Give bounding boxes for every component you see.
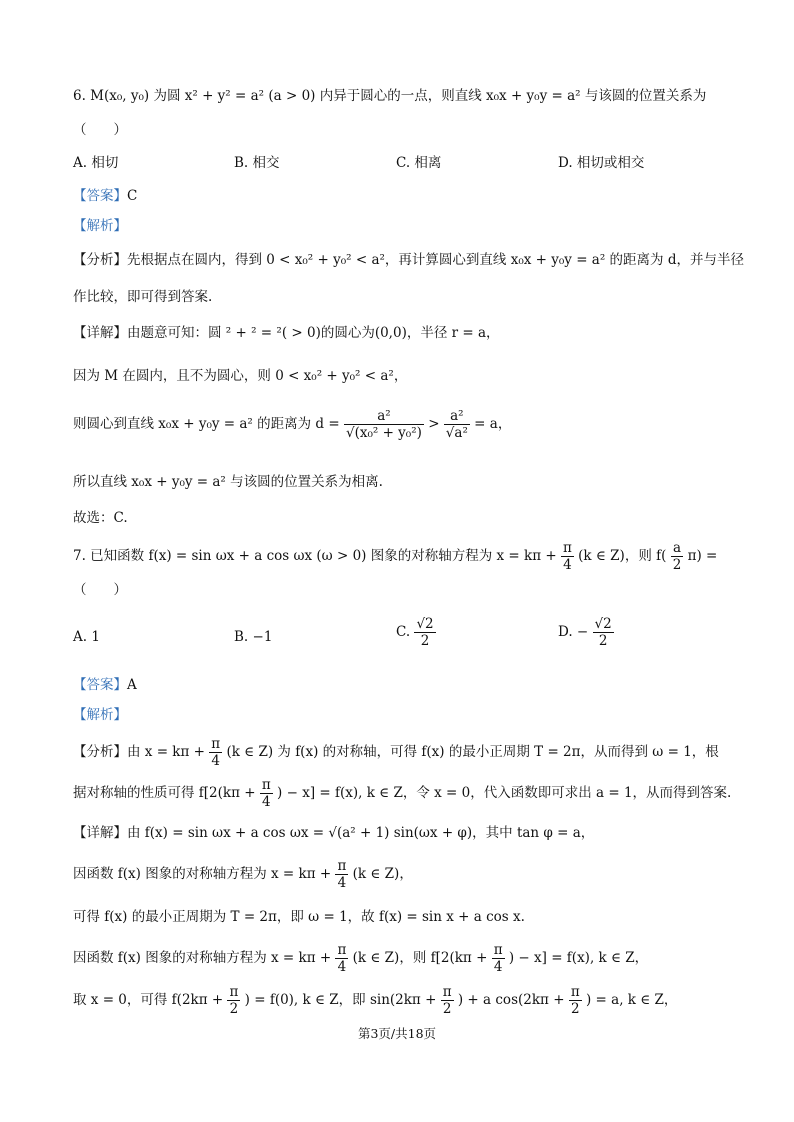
q7-option-d — [558, 616, 614, 649]
q7-stem-mid: (k ∈ Z)，则 f( — [578, 548, 667, 564]
q6-xiangjie-line-1 — [73, 323, 500, 343]
q6-line-2: 因为 M 在圆内，且不为圆心，则 0 < x₀² + y₀² < a²， — [73, 368, 408, 384]
frac-den: √(x₀² + y₀²) — [345, 425, 422, 441]
option-d-label: D. − — [558, 624, 589, 640]
q7-option-c — [396, 616, 436, 649]
option-d-fraction — [593, 616, 614, 649]
frac-num: π — [261, 777, 271, 793]
line-4-pre: 因函数 f(x) 图象的对称轴方程为 x = kπ + — [73, 950, 332, 966]
line-3-pre: 则圆心到直线 x₀x + y₀y = a² 的距离为 d = — [73, 416, 340, 432]
q7-line-2 — [73, 858, 413, 891]
frac-num: a² — [444, 408, 470, 425]
stem-fraction — [561, 540, 574, 573]
xiangjie-tag: 【详解】 — [73, 325, 127, 341]
q6-option-b: B. 相交 — [234, 155, 280, 171]
q7-line-3: 可得 f(x) 的最小正周期为 T = 2π，即 ω = 1，故 f(x) = sin x + a cos x. — [73, 909, 525, 925]
frac-den: 2 — [570, 1001, 580, 1017]
q7-option-b: B. −1 — [234, 629, 273, 645]
frac-num: a² — [344, 408, 424, 425]
q6-line-4: 所以直线 x₀x + y₀y = a² 与该圆的位置关系为相离. — [73, 474, 383, 490]
q6-line-3 — [73, 408, 511, 441]
fenxi-1-pre: 由 x = kπ + — [127, 744, 205, 760]
q7-stem-pre: 7. 已知函数 f(x) = sin ωx + a cos ωx (ω > 0) 图象的对称轴方程为 x = kπ + — [73, 548, 557, 564]
frac-num: π — [337, 942, 347, 958]
jiexi-tag: 【解析】 — [73, 707, 127, 723]
option-c-fraction — [414, 616, 435, 649]
q6-paren: （ ） — [73, 122, 127, 138]
q6-option-a: A. 相切 — [73, 155, 119, 171]
q7-line-4 — [73, 942, 648, 975]
answer-tag: 【答案】 — [73, 188, 127, 204]
frac-num: √2 — [416, 616, 434, 632]
frac-den: 4 — [493, 959, 503, 975]
line-5-mid2: ) + a cos(2kπ + — [457, 992, 565, 1008]
fenxi-tag: 【分析】 — [73, 252, 127, 268]
q6-fenxi-line-1 — [73, 250, 744, 270]
frac-den: 4 — [211, 753, 220, 769]
q7-answer-line — [73, 675, 137, 695]
fenxi-2-post: ) − x] = f(x), k ∈ Z，令 x = 0，代入函数即可求出 a = 1，从而得到答案. — [277, 785, 732, 801]
frac-num: π — [562, 540, 572, 556]
frac-den: 2 — [229, 1001, 239, 1017]
frac-den: 4 — [563, 557, 572, 573]
q7-fenxi-line-2 — [73, 777, 731, 810]
frac-den: 4 — [337, 959, 347, 975]
line-5-pre: 取 x = 0，可得 f(2kπ + — [73, 992, 224, 1008]
frac-den: 2 — [672, 557, 682, 573]
distance-fraction — [344, 408, 424, 441]
line-4-mid: (k ∈ Z)，则 f[2(kπ + — [352, 950, 488, 966]
frac-num: π — [211, 736, 221, 752]
gt-sign: > — [428, 416, 440, 432]
frac-num: √2 — [594, 616, 612, 632]
option-c-label: C. — [396, 624, 411, 640]
q7-stem — [73, 540, 717, 573]
frac-num: π — [442, 984, 452, 1000]
xiangjie-text-1: 由 f(x) = sin ωx + a cos ωx = √(a² + 1) sin(ωx + φ)，其中 tan φ = a， — [127, 825, 595, 841]
stem-fraction-2 — [671, 540, 684, 573]
q7-line-5 — [73, 984, 677, 1017]
fenxi-fraction — [209, 736, 222, 769]
q7-jiexi-line — [73, 705, 127, 725]
jiexi-tag: 【解析】 — [73, 218, 127, 234]
answer-value: A — [127, 677, 137, 693]
frac-den: 4 — [262, 794, 271, 810]
frac-num: a — [671, 540, 684, 557]
line-5-fraction-3 — [569, 984, 582, 1017]
frac-den: √a² — [445, 425, 468, 441]
answer-tag: 【答案】 — [73, 677, 127, 693]
q7-fenxi-line-1 — [73, 736, 719, 769]
line-2-post: (k ∈ Z)， — [352, 866, 413, 882]
fenxi-fraction — [260, 777, 273, 810]
q6-stem: 6. M(x₀, y₀) 为圆 x² + y² = a² (a > 0) 内异于圆心的一点，则直线 x₀x + y₀y = a² 与该圆的位置关系为 — [73, 88, 707, 104]
frac-den: 2 — [442, 1001, 452, 1017]
fenxi-2-pre: 据对称轴的性质可得 f[2(kπ + — [73, 785, 256, 801]
frac-num: π — [570, 984, 580, 1000]
q6-option-c: C. 相离 — [396, 155, 442, 171]
radius-fraction — [444, 408, 470, 441]
xiangjie-text-1: 由题意可知：圆 ² + ² = ²( > 0)的圆心为(0,0)，半径 r = a， — [127, 325, 500, 341]
q6-option-d: D. 相切或相交 — [558, 155, 645, 171]
line-5-fraction-2 — [441, 984, 454, 1017]
q7-paren: （ ） — [73, 582, 127, 598]
fenxi-1-post: (k ∈ Z) 为 f(x) 的对称轴，可得 f(x) 的最小正周期 T = 2π，从而得到 ω = 1，根 — [226, 744, 719, 760]
fenxi-tag: 【分析】 — [73, 744, 127, 760]
frac-den: 2 — [598, 633, 608, 649]
q7-xiangjie-line-1 — [73, 823, 594, 843]
frac-num: π — [493, 942, 503, 958]
line-4-fraction-2 — [492, 942, 505, 975]
frac-den: 2 — [420, 633, 430, 649]
q6-line-5: 故选：C. — [73, 510, 128, 526]
line-5-mid: ) = f(0), k ∈ Z，即 sin(2kπ + — [244, 992, 437, 1008]
page-footer: 第3页/共18页 — [357, 1026, 437, 1041]
frac-num: π — [229, 984, 239, 1000]
line-4-fraction — [335, 942, 348, 975]
fenxi-text-1: 先根据点在圆内，得到 0 < x₀² + y₀² < a²，再计算圆心到直线 x₀x + y₀y = a² 的距离为 d，并与半径 — [127, 252, 744, 268]
q7-stem-post: π) = — [687, 548, 718, 564]
q6-answer-line — [73, 186, 137, 206]
line-2-pre: 因函数 f(x) 图象的对称轴方程为 x = kπ + — [73, 866, 332, 882]
q7-option-a: A. 1 — [73, 629, 100, 645]
q6-jiexi-line — [73, 216, 127, 236]
line-4-post: ) − x] = f(x), k ∈ Z， — [508, 950, 649, 966]
q6-fenxi-line-2: 作比较，即可得到答案. — [73, 289, 213, 305]
answer-value: C — [127, 188, 138, 204]
frac-den: 4 — [337, 875, 347, 891]
line-2-fraction — [335, 858, 348, 891]
xiangjie-tag: 【详解】 — [73, 825, 127, 841]
line-5-fraction — [227, 984, 240, 1017]
line-5-post: ) = a, k ∈ Z， — [585, 992, 678, 1008]
line-3-post: = a， — [474, 416, 512, 432]
frac-num: π — [337, 858, 347, 874]
